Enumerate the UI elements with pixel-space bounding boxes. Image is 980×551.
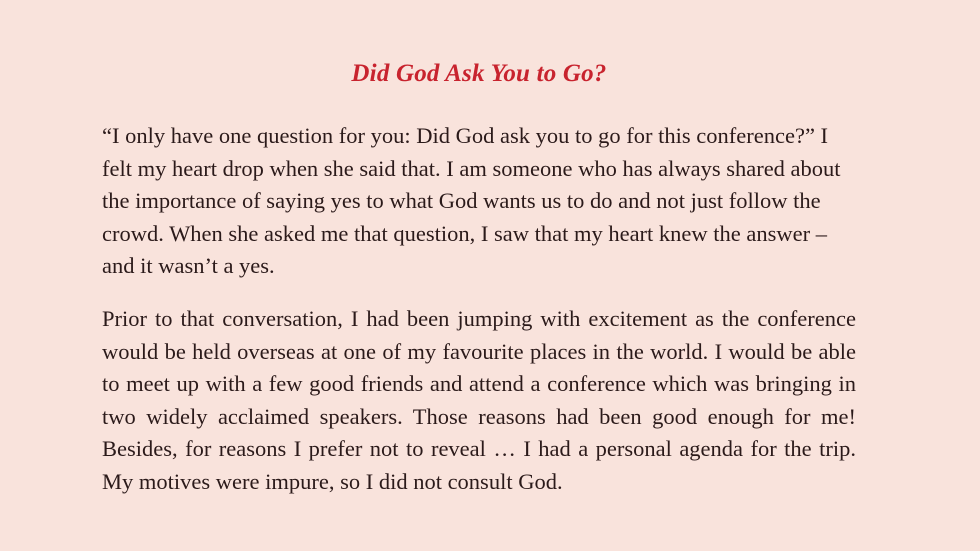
section-title: Did God Ask You to Go? xyxy=(351,60,607,87)
paragraph-1: “I only have one question for you: Did God ask you to go for this conference?” I felt my heart drop when she said that. I am someone who has always shared about the importance of saying yes to what God wants us to do and not just follow the crowd. When she asked me that question, I saw that my heart knew the answer – and it wasn’t a yes. xyxy=(102,123,841,279)
paragraph-2: Prior to that conversation, I had been jumping with excitement as the conference would be held overseas at one of my favourite places in the world. I would be able to meet up with a few good friends and attend a conference which was bringing in two widely acclaimed speakers. Those reasons had been good enough for me! Besides, for reasons I prefer not to reveal … I had a personal agenda for the trip. My motives were impure, so I did not consult God. xyxy=(102,305,856,494)
